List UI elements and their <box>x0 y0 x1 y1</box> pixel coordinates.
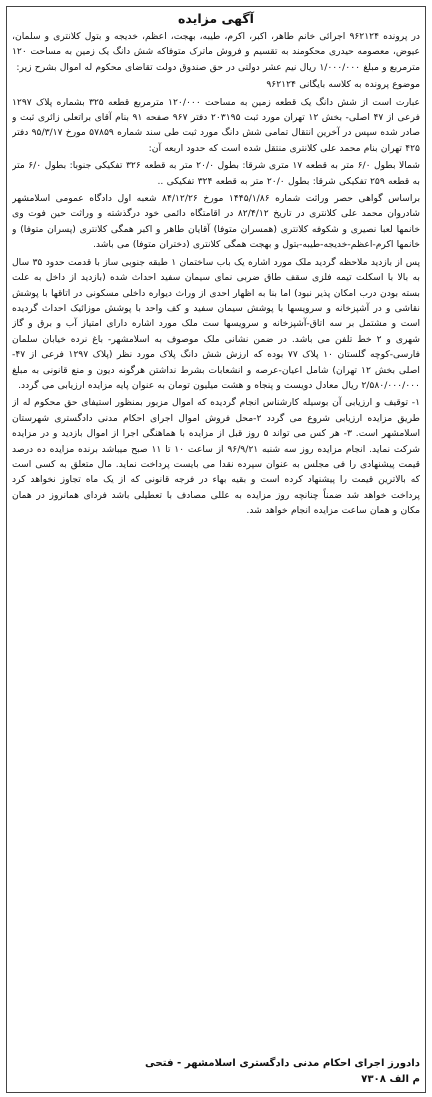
notice-frame <box>6 6 426 1093</box>
paragraph-inheritance: براساس گواهی حصر وراثت شماره ۱۴۴۵/۱/۸۶ مورخ ۸۴/۱۲/۲۶ شعبه اول دادگاه عمومی اسلامشهر شادروان محمد علی کلانتری در تاریخ ۸۲/۴/۱۲ در اقامتگاه دائمی خود درگذشته و وراثت حین فوت وی خانمها لعبا نصیری و شکوفه کلانتری (همسران متوفا) آقایان طاهر و اکبر همگی کلانتری (پسران متوفا) و خانمها اکرم-اعظم-خدیجه-طیبه-بتول و بهجت همگی کلانتری (دختران متوفا) می باشد. <box>12 193 420 251</box>
notice-body <box>12 29 420 1052</box>
paragraph-case-subject: موضوع پرونده به کلاسه بایگانی ۹۶۲۱۲۴ <box>266 79 420 91</box>
signature-line: دادورز اجرای احکام مدنی دادگستری اسلامشهر - فتحی <box>145 1058 420 1069</box>
paragraph-auction-terms: ۱- توقیف و ارزیابی آن بوسیله کارشناس انجام گردیده که اموال مزبور بمنظور استیفای حق محکوم له از طریق مزایده ارزیابی شروع می گردد ۲-محل فروش اموال اجرای احکام مدنی دادگستری شهرستان اسلامشهر است. ۳- هر کس می تواند ۵ روز قبل از مزایده با هماهنگی اجرا از اموال بازدید و در مزایده شرکت نماید. انجام مزایده روز سه شنبه ۹۶/۹/۲۱ از ساعت ۱۰ تا ۱۱ صبح میباشد برنده مزایده ده درصد قیمت پیشنهادی را فی مجلس به عنوان سپرده نقدا می بایست پرداخت نماید. مال متعلق به کسی است که بالاترین قیمت را پیشنهاد کرده است و بقیه بهاء در فرجه قانونی که از یک ماه تجاوز نخواهد کرد پرداخت خواهد شد ضمناً چنانچه روز مزایده به عللی مصادف با تعطیلی باشد فردای همانروز در همان مکان و همان ساعت مزایده انجام خواهد شد. <box>12 397 420 517</box>
reference-code: م الف ۷۳۰۸ <box>361 1074 420 1085</box>
paragraph-intro: در پرونده ۹۶۲۱۲۴ اجرائی خانم طاهر، اکبر، اکرم، طیبه، بهجت، اعظم، خدیجه و بتول کلانتری و سلمان، عیوض، معصومه حیدری محکومند به تقسیم و فروش ماترک متوفاکه شش دانگ یک زمین به مساحت ۱۲۰ مترمربع و مبلغ ۱/۰۰۰/۰۰۰ ریال نیم عشر دولتی در حق صندوق دولت تقاضای محکوم له اموال بشرح زیر: <box>12 31 420 73</box>
paragraph-inspection: پس از بازدید ملاحظه گردید ملک مورد اشاره یک باب ساختمان ۱ طبقه جنوبی ساز با قدمت حدود ۳۵ سال به بالا با اسکلت تیمه فلزی سقف طاق ضربی نمای سیمان سفید احداث شده (بازدید از داخل به علت بسته بودن درب امکان پذیر نبود) اما بنا به اظهار احدی از وراث دیواره داخلی مسکونی در اتاقها با پوشش نقاشی و در آشپزخانه و سرویسها با پوشش سیمان سفید و کف واحد با پوشش موزائیک احداث گردیده است و مشتمل بر سه اتاق-آشپزخانه و سرویسها ست ملک مورد اشاره دارای امتیاز آب و برق و گاز شهری و ۲ خط تلفن می باشد. در ضمن نشانی ملک موصوف به اسلامشهر- باغ نرده خیابان سلمان فارسی-کوچه گلستان ۱۰ پلاک ۷۷ بوده که ارزش شش دانگ پلاک مورد نظر (پلاک ۱۲۹۷ فرعی از ۴۷- اصلی بخش ۱۲ تهران) شامل اعیان-عرصه و انشعابات بشرط نداشتن هرگونه دیون و منع قانونی به مبلغ ۲/۵۸۰/۰۰۰/۰۰۰ ریال معادل دویست و پنجاه و هشت میلیون تومان به عنوان پایه مزایده ارزیابی می گردد. <box>12 256 420 391</box>
notice-title: آگهی مزایده <box>178 11 254 26</box>
paragraph-property-description: عبارت است از شش دانگ یک قطعه زمین به مساحت ۱۲۰/۰۰۰ مترمربع قطعه ۳۲۵ بشماره پلاک ۱۲۹۷ فرعی از ۴۷ اصلی- بخش ۱۲ تهران مورد ثبت ۲۰۳۱۹۵ دفتر ۹۶۷ صفحه ۹۱ بنام آقای براتعلی زائری ثبت و صادر شده سپس در آخرین انتقال تمامی شش دانگ مورد ثبت طی سند شماره ۵۷۸۵۹ مورخ ۹۵/۳/۱۷ دفتر ۴۲۵ تهران بنام محمد علی کلانتری منتقل شده است که حدود اربعه آن: <box>12 96 420 154</box>
notice-footer <box>12 1056 420 1088</box>
paragraph-boundaries: شمالا بطول ۶/۰ متر به قطعه ۱۷ متری شرقا: بطول ۲۰/۰ متر به قطعه ۳۲۶ تفکیکی جنوبا: بطول ۶/۰ متر به قطعه ۲۵۹ تفکیکی شرقا: بطول ۲۰/۰ متر به قطعه ۳۲۴ تفکیکی .. <box>12 160 420 187</box>
